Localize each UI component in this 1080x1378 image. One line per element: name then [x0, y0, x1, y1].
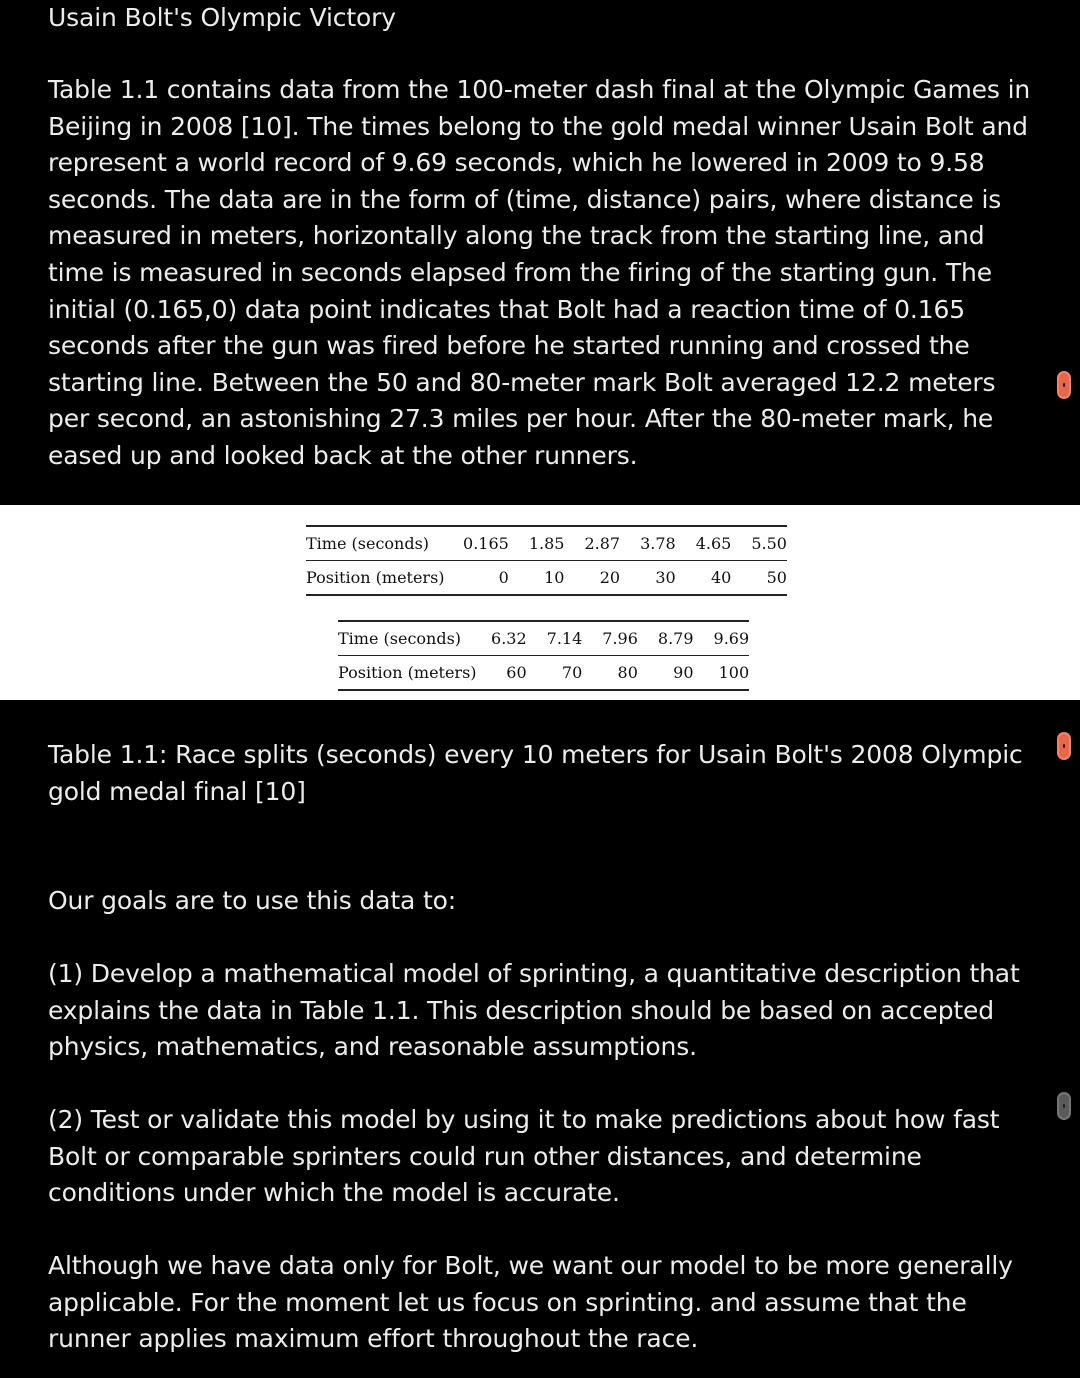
- time-row-label: Time (seconds): [338, 621, 491, 656]
- split-table-image: [0, 505, 1080, 700]
- table-cell: 9.69: [694, 621, 750, 656]
- table-cell: 100: [694, 656, 750, 691]
- time-row: [338, 621, 749, 656]
- table-cell: 7.96: [582, 621, 638, 656]
- table-caption: Table 1.1: Race splits (seconds) every 10 meters for Usain Bolt's 2008 Olympic gold medal final [10]: [48, 740, 1023, 806]
- scroll-handle-icon[interactable]: [1057, 1092, 1071, 1120]
- table-cell: 30: [620, 561, 676, 596]
- table-cell: 0: [463, 561, 509, 596]
- table-cell: 10: [509, 561, 565, 596]
- table-cell: 7.14: [527, 621, 583, 656]
- table-cell: 40: [676, 561, 732, 596]
- split-table-part-1: [306, 525, 787, 596]
- page-title: Usain Bolt's Olympic Victory: [48, 3, 396, 32]
- table-cell: 3.78: [620, 526, 676, 561]
- position-row: [306, 561, 787, 596]
- table-cell: 20: [564, 561, 620, 596]
- intro-paragraph: Table 1.1 contains data from the 100-meter dash final at the Olympic Games in Beijing in 2008 [10]. The times belong to the gold medal winner Usain Bolt and represent a world record of 9.69 seconds, which he lowered in 2009 to 9.58 seconds. The data are in the form of (time, distance) pairs, where distance is measured in meters, horizontally along the track from the starting line, and time is measured in seconds elapsed from the firing of the starting gun. The initial (0.165,0) data point indicates that Bolt had a reaction time of 0.165 seconds after the gun was fired before he started running and crossed the starting line. Between the 50 and 80-meter mark Bolt averaged 12.2 meters per second, an astonishing 27.3 miles per hour. After the 80-meter mark, he eased up and looked back at the other runners.: [48, 75, 1031, 470]
- goal-1-paragraph: (1) Develop a mathematical model of sprinting, a quantitative description that explains the data in Table 1.1. This description should be based on accepted physics, mathematics, and reasonable assumptions.: [48, 959, 1020, 1062]
- table-cell: 0.165: [463, 526, 509, 561]
- split-table-part-2: [338, 620, 749, 691]
- table-cell: 70: [527, 656, 583, 691]
- scroll-handle-icon[interactable]: [1057, 371, 1071, 399]
- closing-paragraph: Although we have data only for Bolt, we want our model to be more generally applicable. For the moment let us focus on sprinting. and assume that the runner applies maximum effort throughout the race.: [48, 1251, 1013, 1354]
- table-cell: 5.50: [731, 526, 787, 561]
- table-cell: 60: [491, 656, 527, 691]
- position-row-label: Position (meters): [338, 656, 491, 691]
- table-cell: 6.32: [491, 621, 527, 656]
- table-cell: 90: [638, 656, 694, 691]
- goal-2-paragraph: (2) Test or validate this model by using it to make predictions about how fast Bolt or comparable sprinters could run other distances, and determine conditions under which the model is accurate.: [48, 1105, 1000, 1208]
- table-cell: 50: [731, 561, 787, 596]
- goals-intro: Our goals are to use this data to:: [48, 886, 457, 915]
- table-cell: 1.85: [509, 526, 565, 561]
- position-row: [338, 656, 749, 691]
- time-row-label: Time (seconds): [306, 526, 463, 561]
- table-cell: 8.79: [638, 621, 694, 656]
- position-row-label: Position (meters): [306, 561, 463, 596]
- scroll-handle-icon[interactable]: [1057, 732, 1071, 760]
- table-cell: 4.65: [676, 526, 732, 561]
- table-cell: 80: [582, 656, 638, 691]
- table-cell: 2.87: [564, 526, 620, 561]
- time-row: [306, 526, 787, 561]
